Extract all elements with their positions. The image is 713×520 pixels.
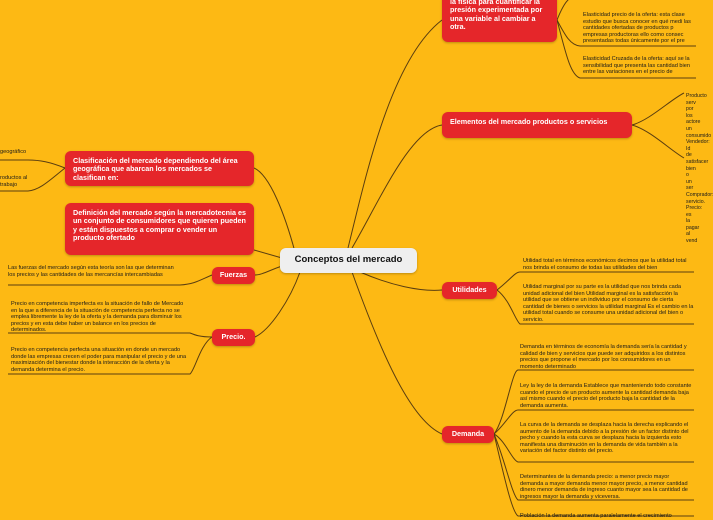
leaf-precio-perfecta: Precio en competencia perfecta una situación en donde un mercado donde las empresas crecen el poder para manipular el precio y de una maximización del bienestar donde la interacción de la oferta y la demanda determina el precio.: [11, 347, 187, 373]
link-utilidades: [360, 272, 442, 290]
link-precio: [255, 272, 300, 337]
leaf-demanda-def: Demanda en términos de economía la demanda sería la cantidad y calidad de bien y servicios que puede ser adquiridos a los distintos precios que propone el mercado por los consumidores en un momento determinado: [520, 344, 687, 370]
leaf-utilidad-marginal: Utilidad marginal por su parte es la utilidad que nos brinda cada unidad adicional del bien Utilidad marginal es la satisfacción la utilidad que se obtiene un individuo por el consumo de cierta cantidad de bienes o servicios la utilidad marginal Es el cambio en la utilidad total cuando se consume una unidad adicional del bien o servicio.: [523, 284, 694, 323]
branch-clasificacion[interactable]: Clasificación del mercado dependiendo del área geográfica que abarcan los mercados se clasifican en:: [65, 151, 254, 186]
link-demanda: [352, 272, 442, 434]
branch-precio[interactable]: Precio.: [212, 329, 255, 346]
leaf-ley-demanda: Ley la ley de la demanda Establece que manteniendo todo constante cuando el precio de un producto aumente la cantidad demanda baja así mismo cuando el precio del producto baja la cantidad de la demanda aumenta.: [520, 383, 692, 409]
link-top: [348, 20, 442, 248]
branch-utilidades[interactable]: Utilidades: [442, 282, 497, 299]
branch-definicion[interactable]: Definición del mercado según la mercadotecnia es un conjunto de consumidores que quieren pueden y están dispuestos a comprar o vender un producto ofertado: [65, 203, 254, 255]
branch-presion[interactable]: la física para cuantificar la presión experimentada por una variable al cambiar a otra.: [442, 0, 557, 42]
link-clasificacion: [254, 168, 295, 252]
leaf-elasticidad-cruzada: Elasticidad Cruzada de la oferta: aquí se la sensibilidad que presenta las cantidad bien entre las variaciones en el precio de: [583, 56, 690, 76]
central-topic-label: Conceptos del mercado: [294, 254, 403, 266]
leaf-productos: roductos al trabajo: [0, 175, 28, 188]
leaf-curva-demanda: La curva de la demanda se desplaza hacia la derecha explicando el aumento de la demanda debido a la presión de un factor distinto del pecho y cuando la esta curva se desplaza hacia la izquierda esto manifiesta una disminución en la demanda de vida también a la variación del factor distinto del precio.: [520, 422, 689, 455]
link-definicion: [254, 250, 282, 258]
branch-elementos[interactable]: Elementos del mercado productos o servicios: [442, 112, 632, 138]
leaf-geografico: geográfico: [0, 149, 27, 155]
link-elementos: [352, 125, 442, 248]
leaf-utilidad-total: Utilidad total en términos económicos decimos que la utilidad total nos brinda el consumo de todas las utilidades del bien: [523, 258, 687, 271]
link-fuerzas: [255, 266, 282, 275]
leaf-poblacion: Población la demanda aumenta paralelamente el crecimiento: [520, 513, 672, 519]
leaf-producto: Producto serv por los actore un consumido Vendedor: Id de satisfacer bien o un ser Comprador: servicio. Precio: es la pagar al vend: [686, 93, 713, 245]
leaf-determinantes: Determinantes de la demanda precio: a menor precio mayor demanda a mayor demanda menor mayor precio, a menor cantidad dinero menor demanda de ingreso cuanto mayor sea la cantidad de ingresos mayor la demanda y viceversa.: [520, 474, 688, 500]
branch-fuerzas[interactable]: Fuerzas: [212, 267, 255, 284]
branch-demanda[interactable]: Demanda: [442, 426, 494, 443]
central-topic[interactable]: [280, 248, 417, 273]
leaf-elasticidad-precio: Elasticidad precio de la oferta: esta clase estudio que busca conocer en qué medi las cantidades ofertadas de productos p empresas productoras ello como consec presentadas todas únicamente por el pre: [583, 12, 691, 45]
leaf-precio-imperfecta: Precio en competencia imperfecta es la situación de fallo de Mercado en la que a diferencia de la situación de competencia perfecta no se emplea libremente la ley de la oferta y la demanda para disminuir los precios y en esta debe haber un balance en los precios de determinados.: [11, 301, 184, 334]
leaf-fuerzas: Las fuerzas del mercado según esta teoría son las que determinan los precios y las cantidades de las mercancías intercambiadas: [8, 265, 174, 278]
